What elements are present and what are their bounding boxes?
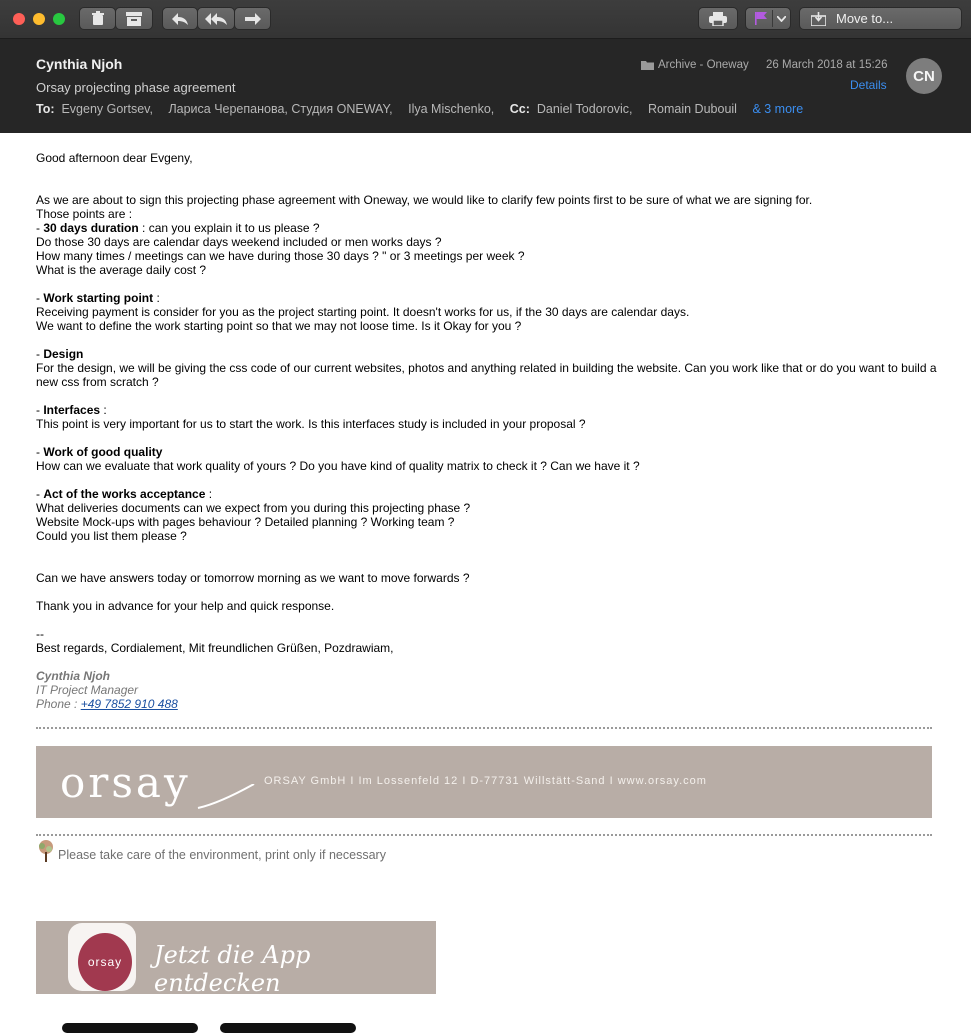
- archive-button[interactable]: [115, 7, 153, 30]
- move-to-button[interactable]: [799, 7, 962, 30]
- signature: [36, 669, 941, 711]
- point-acceptance-heading: - Act of the works acceptance :: [36, 487, 213, 501]
- move-to-label: Move to...: [836, 11, 894, 26]
- message-header: [0, 39, 971, 133]
- signature-separator: --: [36, 627, 44, 641]
- environment-text: Please take care of the environment, print only if necessary: [58, 848, 386, 862]
- avatar: CN: [906, 58, 942, 94]
- google-play-badge[interactable]: [220, 1023, 356, 1033]
- point-acceptance-line: Could you list them please ?: [36, 529, 187, 543]
- app-slogan: Jetzt die App entdecken: [154, 941, 311, 997]
- orsay-logo: orsay: [60, 758, 191, 807]
- closing-question: Can we have answers today or tomorrow morning as we want to move forwards ?: [36, 571, 470, 585]
- tree-icon: [36, 840, 56, 862]
- point-duration-line: What is the average daily cost ?: [36, 263, 207, 277]
- environment-note: [36, 840, 386, 862]
- close-window-button[interactable]: [13, 13, 25, 25]
- message-body: [36, 151, 941, 711]
- printer-icon: [709, 12, 727, 26]
- company-info: ORSAY GmbH I Im Lossenfeld 12 I D-77731 Willstätt-Sand I www.orsay.com: [264, 775, 707, 787]
- cc-label: Cc:: [509, 102, 530, 116]
- archive-box-icon: [126, 12, 142, 26]
- mailbox-name: Archive - Oneway: [658, 59, 749, 71]
- point-interfaces-line: This point is very important for us to start the work. Is this interfaces study is included in your proposal ?: [36, 417, 586, 431]
- recipients-line: [36, 102, 803, 116]
- sender-name[interactable]: Cynthia Njoh: [36, 56, 123, 72]
- flag-divider: [772, 10, 773, 27]
- reply-all-arrow-icon: [205, 13, 227, 25]
- signature-phone: Phone : +49 7852 910 488: [36, 697, 178, 711]
- point-start-heading: - Work starting point :: [36, 291, 160, 305]
- details-link[interactable]: Details: [850, 78, 887, 92]
- dotted-divider: [36, 727, 932, 729]
- mailbox-location[interactable]: [641, 59, 749, 71]
- orsay-banner: [36, 746, 932, 818]
- recipient-to-2[interactable]: Лариса Черепанова, Студия ONEWAY,: [168, 102, 393, 116]
- recipient-cc-2[interactable]: Romain Dubouil: [648, 102, 737, 116]
- recipient-cc-1[interactable]: Daniel Todorovic,: [536, 102, 633, 116]
- minimize-window-button[interactable]: [33, 13, 45, 25]
- point-quality-heading: - Work of good quality: [36, 445, 163, 459]
- message-subject: Orsay projecting phase agreement: [36, 80, 236, 95]
- points-intro: Those points are :: [36, 207, 133, 221]
- point-interfaces-heading: - Interfaces :: [36, 403, 107, 417]
- greeting: Good afternoon dear Evgeny,: [36, 151, 193, 165]
- point-design-line: For the design, we will be giving the css code of our current websites, photos and anything related in building the website. Can you work like that or do you want to build a new css from scratch ?: [36, 361, 937, 389]
- zoom-window-button[interactable]: [53, 13, 65, 25]
- point-acceptance-line: What deliveries documents can we expect from you during this projecting phase ?: [36, 501, 471, 515]
- forward-arrow-icon: [245, 13, 261, 25]
- reply-arrow-icon: [172, 13, 188, 25]
- point-duration-line: Do those 30 days are calendar days weekend included or men works days ?: [36, 235, 442, 249]
- logo-swoosh: [196, 784, 256, 810]
- flag-icon: [755, 12, 767, 25]
- flag-button[interactable]: [745, 7, 791, 30]
- app-banner[interactable]: [36, 921, 436, 997]
- recipient-to-1[interactable]: Evgeny Gortsev,: [61, 102, 153, 116]
- forward-button[interactable]: [234, 7, 271, 30]
- point-start-line: We want to define the work starting point so that we may not loose time. Is it Okay for you ?: [36, 319, 522, 333]
- point-start-line: Receiving payment is consider for you as the project starting point. It doesn't works for us, if the 30 days are calendar days.: [36, 305, 690, 319]
- point-duration-heading: - 30 days duration : can you explain it to us please ?: [36, 221, 320, 235]
- point-duration-line: How many times / meetings can we have during those 30 days ? " or 3 meetings per week ?: [36, 249, 525, 263]
- reply-all-button[interactable]: [197, 7, 235, 30]
- window-toolbar: [0, 0, 971, 39]
- regards-line: Best regards, Cordialement, Mit freundlichen Grüßen, Pozdrawiam,: [36, 641, 394, 655]
- phone-link[interactable]: +49 7852 910 488: [80, 697, 178, 711]
- chevron-down-icon[interactable]: [777, 16, 786, 22]
- move-to-mailbox-icon: [811, 12, 826, 26]
- more-recipients-link[interactable]: & 3 more: [752, 102, 804, 116]
- print-button[interactable]: [698, 7, 738, 30]
- app-store-badge[interactable]: [62, 1023, 198, 1033]
- point-quality-line: How can we evaluate that work quality of yours ? Do you have kind of quality matrix to check it ? Can we have it ?: [36, 459, 640, 473]
- thanks-line: Thank you in advance for your help and quick response.: [36, 599, 335, 613]
- to-label: To:: [36, 102, 55, 116]
- folder-icon: [641, 60, 654, 70]
- dotted-divider: [36, 834, 932, 836]
- trash-icon: [91, 11, 105, 26]
- point-acceptance-line: Website Mock-ups with pages behaviour ? Detailed planning ? Working team ?: [36, 515, 455, 529]
- signature-role: IT Project Manager: [36, 683, 139, 697]
- intro-paragraph: As we are about to sign this projecting phase agreement with Oneway, we would like to clarify few points first to be sure of what we are signing for.: [36, 193, 813, 207]
- point-design-heading: - Design: [36, 347, 84, 361]
- signature-name: Cynthia Njoh: [36, 669, 110, 683]
- reply-button[interactable]: [162, 7, 198, 30]
- recipient-to-3[interactable]: Ilya Mischenko,: [408, 102, 495, 116]
- message-date: 26 March 2018 at 15:26: [766, 59, 888, 71]
- delete-button[interactable]: [79, 7, 116, 30]
- app-logo: orsay: [78, 933, 132, 991]
